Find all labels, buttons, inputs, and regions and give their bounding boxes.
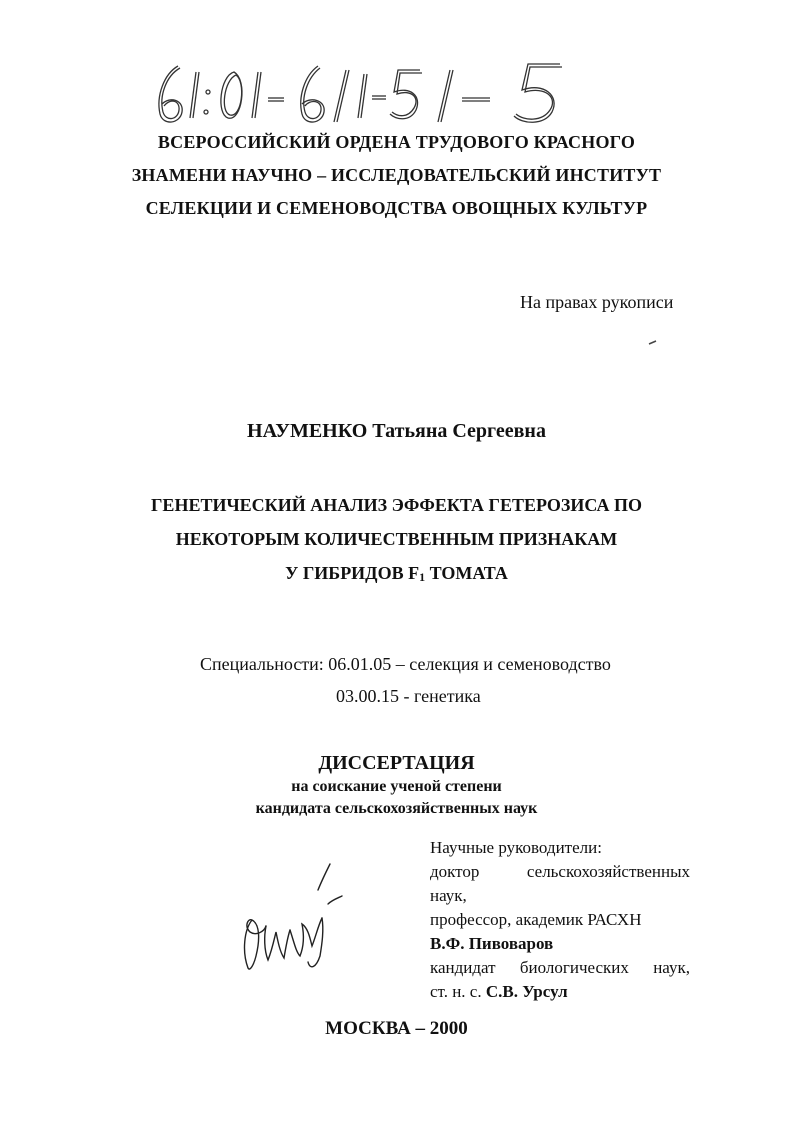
supervisors-label: Научные руководители: (430, 838, 602, 857)
title-subscript: 1 (419, 570, 426, 584)
institute-name (0, 126, 793, 225)
supervisor-2-degree-c: наук, (653, 958, 690, 977)
supervisor-1-title: профессор, академик РАСХН (430, 910, 642, 929)
institute-line-2: ЗНАМЕНИ НАУЧНО – ИССЛЕДОВАТЕЛЬСКИЙ ИНСТИТУТ (131, 165, 662, 185)
title-line-3 (0, 556, 793, 590)
signature-drawing (230, 860, 360, 980)
supervisor-2-degree (430, 956, 690, 980)
city-and-year: МОСКВА – 2000 (325, 1018, 468, 1039)
specialty-line-1: Специальности: 06.01.05 – селекция и семеноводство (200, 654, 611, 674)
supervisor-1-name (430, 932, 690, 956)
manuscript-rights-note: На правах рукописи (520, 292, 674, 312)
supervisor-1-degree-b: сельскохозяйственных (526, 862, 690, 881)
scientific-supervisors (430, 836, 690, 1004)
dissertation-heading: ДИССЕРТАЦИЯ (318, 752, 475, 774)
title-line-3-post: ТОМАТА (425, 563, 508, 583)
author-name: НАУМЕНКО Татьяна Сергеевна (247, 420, 546, 442)
archive-number-stamp-drawing (150, 52, 610, 132)
dissertation-title (0, 488, 793, 590)
specialty-line-2: 03.00.15 - генетика (336, 686, 481, 706)
supervisor-2-degree-a: кандидат (430, 958, 496, 977)
handwritten-archive-number (150, 52, 610, 132)
title-line-3-pre: У ГИБРИДОВ F (285, 563, 420, 583)
supervisor-1-degree-a: доктор (430, 862, 480, 881)
supervisor-1-degree-end: наук, (430, 886, 467, 905)
title-line-1: ГЕНЕТИЧЕСКИЙ АНАЛИЗ ЭФФЕКТА ГЕТЕРОЗИСА ПО (150, 495, 642, 515)
title-line-2: НЕКОТОРЫМ КОЛИЧЕСТВЕННЫМ ПРИЗНАКАМ (175, 529, 618, 549)
supervisor-2-line (430, 980, 690, 1004)
supervisor-2-name: С.В. Урсул (485, 982, 568, 1001)
dissertation-block (0, 750, 793, 820)
handwritten-signature (230, 860, 360, 980)
institute-line-3: СЕЛЕКЦИИ И СЕМЕНОВОДСТВА ОВОЩНЫХ КУЛЬТУР (145, 198, 648, 218)
institute-line-1: ВСЕРОССИЙСКИЙ ОРДЕНА ТРУДОВОГО КРАСНОГО (157, 132, 636, 152)
supervisor-1-degree (430, 860, 690, 884)
supervisor-2-rank: ст. н. с. (430, 982, 486, 1001)
degree-line-1: на соискание ученой степени (291, 778, 502, 795)
pen-mark (648, 332, 658, 338)
supervisor-2-degree-b: биологических (519, 958, 629, 977)
supervisor-1-name-text: В.Ф. Пивоваров (430, 934, 554, 953)
degree-line-2: кандидата сельскохозяйственных наук (255, 800, 538, 817)
